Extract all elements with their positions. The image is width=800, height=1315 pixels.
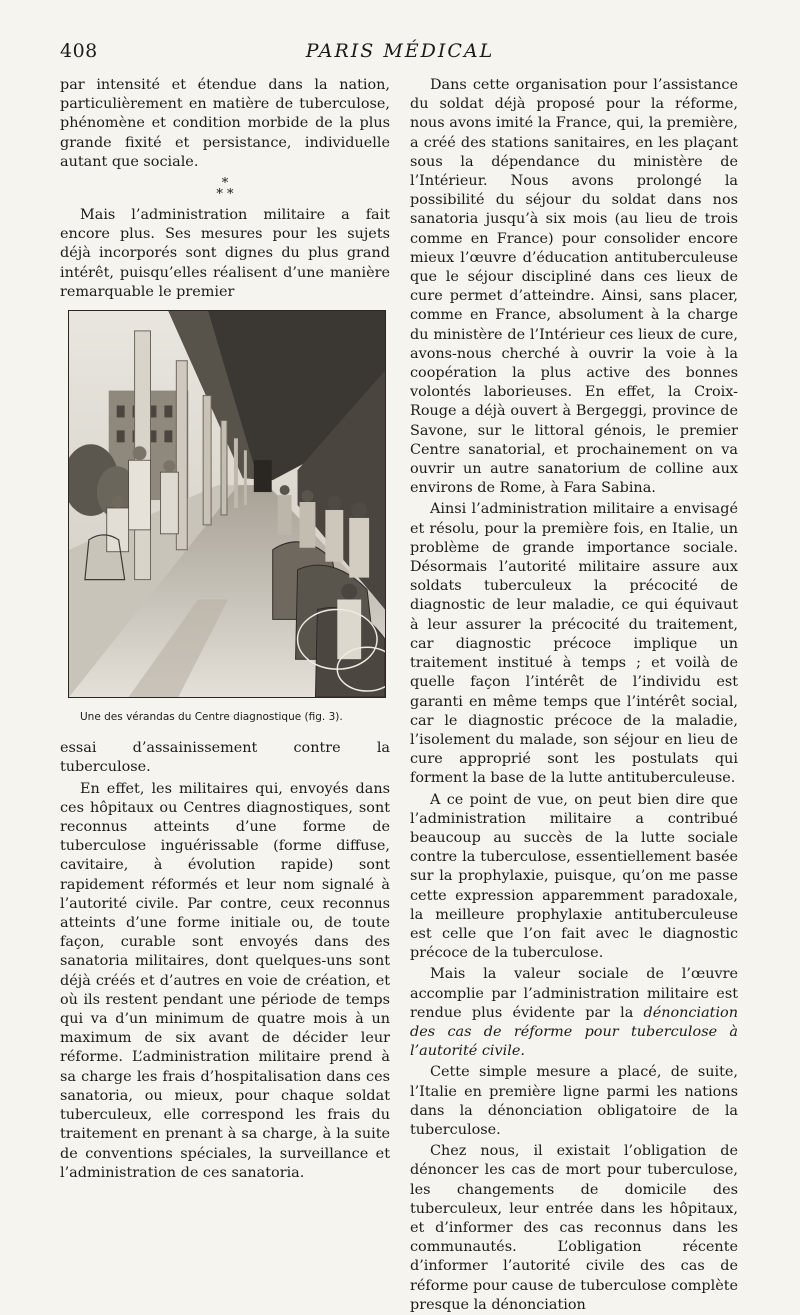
paragraph-text: Mais la valeur sociale de l’œuvre accomplie par l’administration militaire est rendue plus évidente par la — [410, 966, 738, 1021]
paragraph: En effet, les militaires qui, envoyés dans ces hôpitaux ou Centres diagnostiques, sont reconnus atteints d’une forme de tuberculose inguérissable (forme diffuse, cavitaire, à évolution rapide) sont rapidement réformés et leur nom signalé à l’autorité civile. Par contre, ceux reconnus atteints d’une forme initiale ou, de toute façon, curable sont envoyés dans des sanatoria militaires, dont quelques-uns sont déjà créés et d’autres en voie de création, et où ils restent pendant une période de temps qui va d’un minimum de quatre mois à un maximum de six avant de décider leur réforme. L’administration militaire prend à sa charge les frais d’hospitalisation dans ces sanatoria, ou mieux, pour chaque soldat tuberculeux, elle correspond les frais du traitement en prenant à sa charge, à la suite de conventions spéciales, la surveillance et l’administration de ces sanatoria. — [60, 780, 390, 1181]
paragraph-with-emphasis — [410, 965, 738, 1061]
paragraph: essai d’assainissement contre la tuberculose. — [60, 740, 390, 776]
page-header — [60, 40, 740, 70]
left-column — [60, 76, 390, 1183]
paragraph: Mais l’administration militaire a fait encore plus. Ses mesures pour les sujets déjà incorporés sont dignes du plus grand intérêt, puisqu’elles réalisent d’une manière remarquable le premier — [60, 207, 390, 300]
asterism-separator — [60, 176, 390, 203]
veranda-photo — [68, 310, 386, 698]
page-number: 408 — [60, 40, 98, 62]
paragraph: A ce point de vue, on peut bien dire que l’administration militaire a contribué beaucoup au succès de la lutte sociale contre la tuberculose, essentiellement basée sur la prophylaxie, puisque, qu’on me passe cette expression apparemment paradoxale, la meilleure prophylaxie antituberculeuse est celle que l’on fait avec le diagnostic précoce de la tuberculose. — [410, 791, 738, 962]
paragraph: Cette simple mesure a placé, de suite, l’Italie en première ligne parmi les nations dans la dénonciation obligatoire de la tuberculose. — [410, 1064, 738, 1138]
paragraph: Dans cette organisation pour l’assistance du soldat déjà proposé pour la réforme, nous avons imité la France, qui, la première, a créé des stations sanitaires, en les plaçant sous la dépendance du ministère de l’Intérieur. Nous avons prolongé la possibilité du séjour du soldat dans nos sanatoria jusqu’à six mois (au lieu de trois comme en France) pour consolider encore mieux l’œuvre d’éducation antituberculeuse que le séjour discipliné dans ces lieux de cure permet d’atteindre. Ainsi, sans placer, comme en France, absolument à la charge du ministère de l’Intérieur ces lieux de cure, avons-nous cherché à ouvrir la voie à la coopération la plus active des bonnes volontés laborieuses. En effet, la Croix-Rouge a déjà ouvert à Bergeggi, province de Savone, sur le littoral génois, le premier Centre sanatorial, et prochainement on va ouvrir un autre sanatorium de colline aux environs de Rome, à Fara Sabina. — [410, 77, 738, 497]
paragraph: par intensité et étendue dans la nation, particulièrement en matière de tuberculose, phénomène et condition morbide de la plus grande fixité et persistance, individuelle autant que sociale. — [60, 77, 390, 170]
emphasis-text: dénonciation des cas de réforme pour tuberculose à l’autorité civile. — [410, 1004, 738, 1060]
journal-title: PARIS MÉDICAL — [305, 40, 495, 62]
figure-veranda — [68, 310, 386, 727]
paragraph: Chez nous, il existait l’obligation de dénoncer les cas de mort pour tuberculose, les changements de domicile des tuberculeux, leur entrée dans les hôpitaux, et d’informer des cas reconnus dans les communautés. L’obligation récente d’informer l’autorité civile des cas de réforme pour cause de tuberculose complète presque la dénonciation — [410, 1143, 739, 1313]
right-column — [410, 76, 738, 1315]
asterism-top: * — [221, 176, 229, 192]
figure-caption: Une des vérandas du Centre diagnostique (fig. 3). — [80, 711, 343, 724]
asterism-bottom: * * — [216, 187, 234, 203]
paragraph: Ainsi l’administration militaire a envisagé et résolu, pour la première fois, en Italie, un problème de grande importance sociale. Désormais l’autorité militaire assure aux soldats tuberculeux la précocité de diagnostic de leur maladie, ce qui équivaut à leur assurer la précocité du traitement, car diagnostic précoce implique un traitement institué à temps ; et voilà de quelle façon l’intérêt de l’individu est garanti en même temps que l’intérêt social, car le diagnostic précoce de la maladie, l’isolement du malade, son séjour en lieu de cure approprié sont les postulats qui forment la base de la lutte antituberculeuse. — [410, 501, 738, 787]
